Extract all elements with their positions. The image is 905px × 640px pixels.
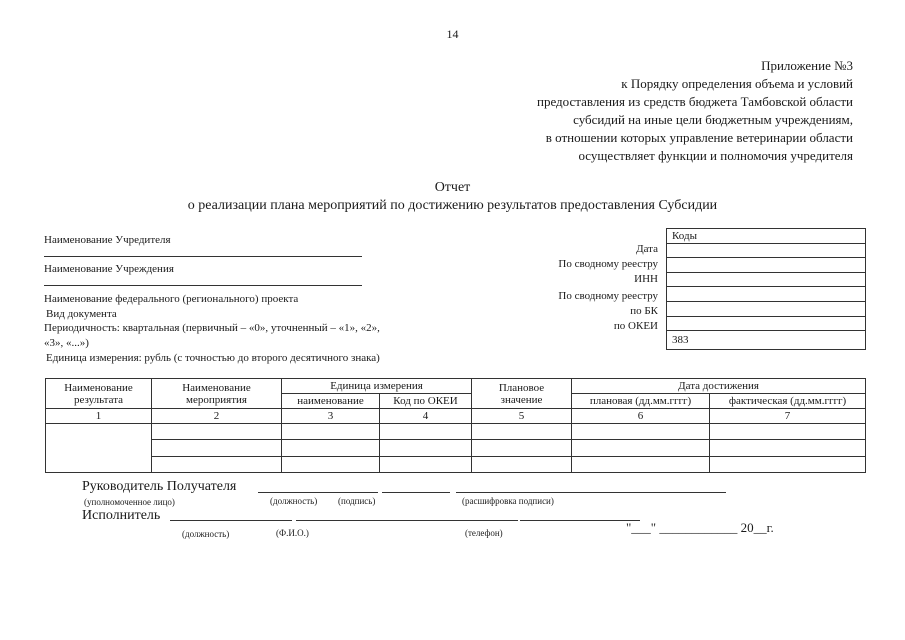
- col-number: 5: [472, 409, 572, 424]
- bk-label: по БК: [630, 305, 658, 317]
- code-cell-registry[interactable]: [667, 258, 865, 273]
- registry-label: По сводному реестру: [558, 258, 658, 270]
- table-row: [46, 456, 866, 472]
- table-cell[interactable]: [472, 456, 572, 472]
- decoding-caption: (расшифровка подписи): [462, 496, 554, 506]
- table-cell[interactable]: [152, 456, 282, 472]
- table-cell[interactable]: [572, 440, 710, 456]
- position-caption: (должность): [270, 496, 318, 506]
- institution-line: [44, 285, 362, 286]
- table-cell[interactable]: [46, 424, 152, 473]
- date-label: Дата: [636, 243, 658, 255]
- header-result: [46, 379, 152, 409]
- codes-box: [666, 228, 866, 350]
- col-number: 1: [46, 409, 152, 424]
- table-cell[interactable]: [710, 424, 866, 440]
- code-cell-inn[interactable]: [667, 273, 865, 288]
- header-date-plan: плановая (дд.мм.гггг): [572, 394, 710, 409]
- appendix-line: Приложение №3: [761, 58, 853, 73]
- okei-label: по ОКЕИ: [613, 320, 658, 332]
- table-cell[interactable]: [710, 440, 866, 456]
- executor-label: Исполнитель: [82, 508, 161, 523]
- head-label: Руководитель Получателя: [82, 479, 237, 494]
- table-cell[interactable]: [380, 424, 472, 440]
- doc-type-label: Вид документа: [46, 308, 117, 320]
- executor-position-caption: (должность): [182, 529, 230, 539]
- header-planned-line1: Плановое: [498, 381, 545, 394]
- table-row: [46, 440, 866, 456]
- appendix-line: к Порядку определения объема и условий: [621, 76, 853, 91]
- table-cell[interactable]: [152, 424, 282, 440]
- code-cell-okei: 383: [672, 334, 689, 347]
- header-date: Дата достижения: [572, 379, 866, 394]
- table-row: [46, 424, 866, 440]
- inn-label: ИНН: [634, 273, 658, 285]
- founder-label: Наименование Учредителя: [44, 234, 171, 246]
- header-result-line2: результата: [73, 393, 124, 406]
- phone-caption: (телефон): [465, 528, 503, 538]
- signature-caption: (подпись): [338, 496, 376, 506]
- code-cell-bk[interactable]: [667, 302, 865, 317]
- header-unit-name: наименование: [282, 394, 380, 409]
- project-label: Наименование федерального (регионального) проекта: [44, 293, 299, 305]
- header-planned: [472, 379, 572, 409]
- appendix-header: [537, 57, 853, 165]
- table-cell[interactable]: [282, 424, 380, 440]
- authorized-caption: (уполномоченное лицо): [84, 497, 175, 507]
- table-cell[interactable]: [380, 456, 472, 472]
- executor-position-line[interactable]: [170, 520, 292, 521]
- col-number: 6: [572, 409, 710, 424]
- report-subtitle: о реализации плана мероприятий по достижению результатов предоставления Субсидии: [187, 198, 718, 213]
- appendix-line: предоставления из средств бюджета Тамбовской области: [536, 94, 853, 109]
- codes-header: Коды: [667, 229, 865, 244]
- periodicity-label-cont: «3», «...»): [44, 337, 89, 349]
- header-result-line1: Наименование: [64, 381, 133, 394]
- fio-caption: (Ф.И.О.): [276, 528, 309, 538]
- header-event-line2: мероприятия: [186, 393, 247, 406]
- col-number: 4: [380, 409, 472, 424]
- page-number: 14: [446, 27, 459, 41]
- header-date-fact: фактическая (дд.мм.гггг): [710, 394, 866, 409]
- table-cell[interactable]: [572, 424, 710, 440]
- date-line[interactable]: "___" ____________ 20__г.: [626, 520, 774, 535]
- periodicity-label: Периодичность: квартальная (первичный – «0», уточненный – «1», «2»,: [44, 322, 380, 334]
- table-cell[interactable]: [152, 440, 282, 456]
- appendix-line: в отношении которых управление ветеринарии области: [545, 130, 853, 145]
- header-planned-line2: значение: [500, 393, 543, 406]
- header-unit-code: Код по ОКЕИ: [380, 394, 472, 409]
- table-cell[interactable]: [710, 456, 866, 472]
- results-table: [45, 378, 866, 473]
- table-cell[interactable]: [380, 440, 472, 456]
- registry-label-2: По сводному реестру: [558, 290, 658, 302]
- position-line[interactable]: [258, 492, 378, 493]
- table-cell[interactable]: [282, 440, 380, 456]
- appendix-line: субсидий на иные цели бюджетным учреждениям,: [573, 112, 853, 127]
- signature-line[interactable]: [382, 492, 450, 493]
- header-event: [152, 379, 282, 409]
- col-number: 3: [282, 409, 380, 424]
- col-number: 2: [152, 409, 282, 424]
- appendix-line: осуществляет функции и полномочия учредителя: [578, 148, 853, 163]
- table-cell[interactable]: [472, 424, 572, 440]
- table-cell[interactable]: [572, 456, 710, 472]
- table-cell[interactable]: [472, 440, 572, 456]
- executor-fio-line[interactable]: [296, 520, 518, 521]
- header-event-line1: Наименование: [182, 381, 251, 394]
- institution-label: Наименование Учреждения: [44, 263, 174, 275]
- table-cell[interactable]: [282, 456, 380, 472]
- unit-label: Единица измерения: рубль (с точностью до второго десятичного знака): [46, 352, 380, 364]
- code-cell-date[interactable]: [667, 244, 865, 259]
- code-cell-okei-blank[interactable]: [667, 317, 865, 332]
- executor-phone-line[interactable]: [520, 520, 640, 521]
- decoding-line[interactable]: [456, 492, 726, 493]
- header-unit: Единица измерения: [282, 379, 472, 394]
- founder-line: [44, 256, 362, 257]
- col-number: 7: [710, 409, 866, 424]
- code-cell-registry-2[interactable]: [667, 287, 865, 302]
- report-title: Отчет: [434, 180, 471, 195]
